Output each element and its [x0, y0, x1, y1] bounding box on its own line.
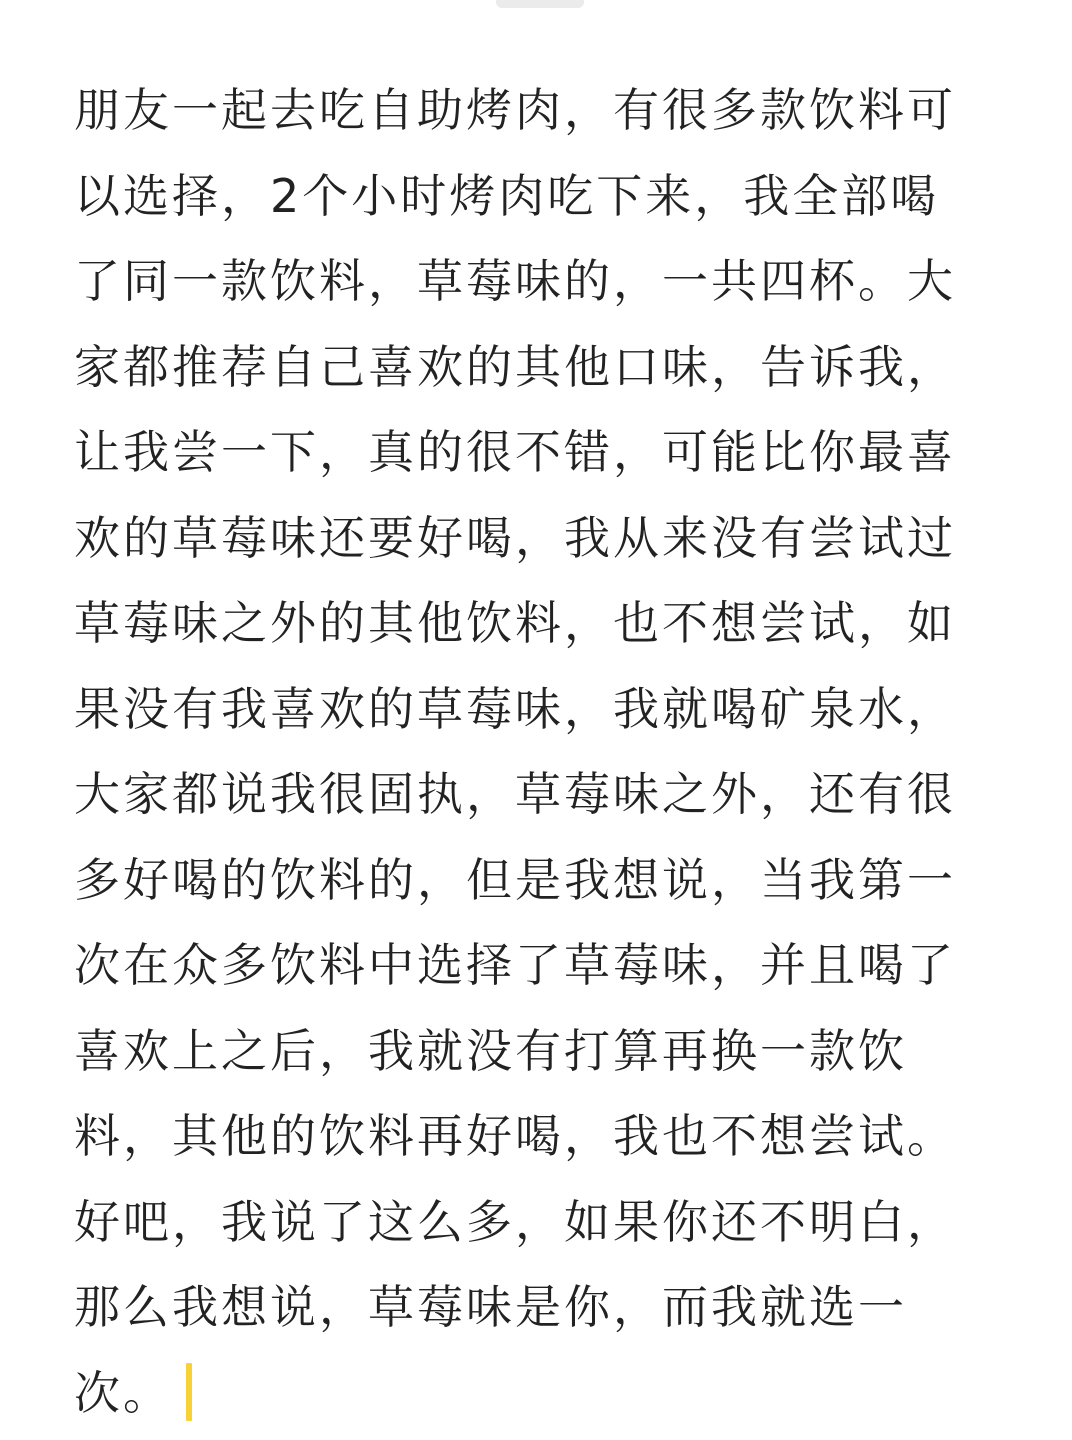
- text-line: 草莓味之外的其他饮料，也不想尝试，如: [74, 596, 956, 650]
- text-line: 那么我想说，草莓味是你，而我就选一: [74, 1280, 907, 1334]
- text-line: 大家都说我很固执，草莓味之外，还有很: [74, 767, 956, 821]
- last-text-line: [74, 1351, 1004, 1437]
- text-line: 以选择，2个小时烤肉吃下来，我全部喝: [74, 168, 940, 223]
- text-line: 次。: [74, 1365, 172, 1420]
- text-line: 了同一款饮料，草莓味的，一共四杯。大: [74, 254, 956, 308]
- text-line: 料，其他的饮料再好喝，我也不想尝试。: [74, 1109, 956, 1163]
- text-line: 家都推荐自己喜欢的其他口味，告诉我，: [74, 339, 956, 394]
- text-line: 朋友一起去吃自助烤肉，有很多款饮料可: [74, 83, 956, 137]
- text-line: 喜欢上之后，我就没有打算再换一款饮: [74, 1023, 907, 1078]
- drag-handle[interactable]: [496, 0, 584, 8]
- text-line: 让我尝一下，真的很不错，可能比你最喜: [74, 425, 956, 479]
- note-text-area[interactable]: [74, 68, 1004, 1436]
- text-line: 好吧，我说了这么多，如果你还不明白，: [74, 1194, 956, 1249]
- text-line: 欢的草莓味还要好喝，我从来没有尝试过: [74, 510, 956, 565]
- text-cursor: [186, 1363, 192, 1421]
- text-line: 果没有我喜欢的草莓味，我就喝矿泉水，: [74, 681, 956, 736]
- text-line: 次在众多饮料中选择了草莓味，并且喝了: [74, 938, 956, 992]
- text-line: 多好喝的饮料的，但是我想说，当我第一: [74, 852, 956, 907]
